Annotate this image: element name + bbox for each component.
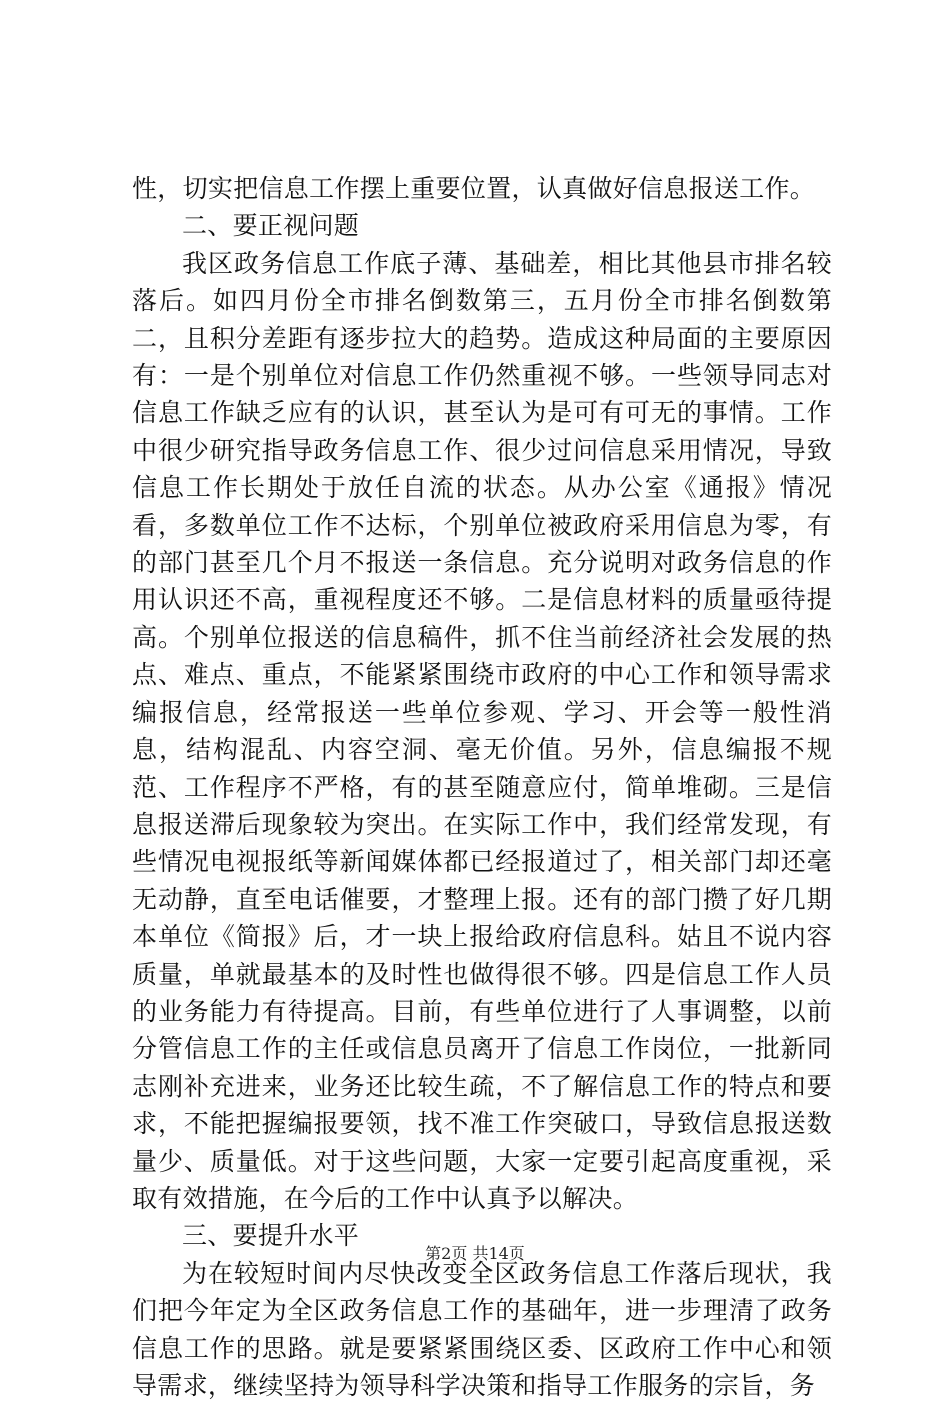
page-number-footer: 第2页 共14页 <box>425 1244 525 1263</box>
section-heading-3: 三、要提升水平 <box>182 1221 360 1251</box>
document-body <box>132 170 832 1404</box>
paragraph-continuation: 性，切实把信息工作摆上重要位置，认真做好信息报送工作。 <box>132 174 816 203</box>
section-heading-2: 二、要正视问题 <box>182 211 360 241</box>
paragraph-problems: 我区政务信息工作底子薄、基础差，相比其他县市排名较落后。如四月份全市排名倒数第三，五月份全市排名倒数第二，且积分差距有逐步拉大的趋势。造成这种局面的主要原因有：一是个别单位对信息工作仍然重视不够。一些领导同志对信息工作缺乏应有的认识，甚至认为是可有可无的事情。工作中很少研究指导政务信息工作、很少过问信息采用情况，导致信息工作长期处于放任自流的状态。从办公室《通报》情况看，多数单位工作不达标，个别单位被政府采用信息为零，有的部门甚至几个月不报送一条信息。充分说明对政务信息的作用认识还不高，重视程度还不够。二是信息材料的质量亟待提高。个别单位报送的信息稿件，抓不住当前经济社会发展的热点、难点、重点，不能紧紧围绕市政府的中心工作和领导需求编报信息，经常报送一些单位参观、学习、开会等一般性消息，结构混乱、内容空洞、毫无价值。另外，信息编报不规范、工作程序不严格，有的甚至随意应付，简单堆砌。三是信息报送滞后现象较为突出。在实际工作中，我们经常发现，有些情况电视报纸等新闻媒体都已经报道过了，相关部门却还毫无动静，直至电话催要，才整理上报。还有的部门攒了好几期本单位《简报》后，才一块上报给政府信息科。姑且不说内容质量，单就最基本的及时性也做得很不够。四是信息工作人员的业务能力有待提高。目前，有些单位进行了人事调整，以前分管信息工作的主任或信息员离开了信息工作岗位，一批新同志刚补充进来，业务还比较生疏，不了解信息工作的特点和要求，不能把握编报要领，找不准工作突破口，导致信息报送数量少、质量低。对于这些问题，大家一定要引起高度重视，采取有效措施，在今后的工作中认真予以解决。 <box>132 248 832 1213</box>
paragraph-improvement: 为在较短时间内尽快改变全区政务信息工作落后现状，我们把今年定为全区政务信息工作的基础年，进一步理清了政务信息工作的思路。就是要紧紧围绕区委、区政府工作中心和领导需求，继续坚持为领导科学决策和指导工作服务的宗旨，务 <box>132 1258 832 1400</box>
